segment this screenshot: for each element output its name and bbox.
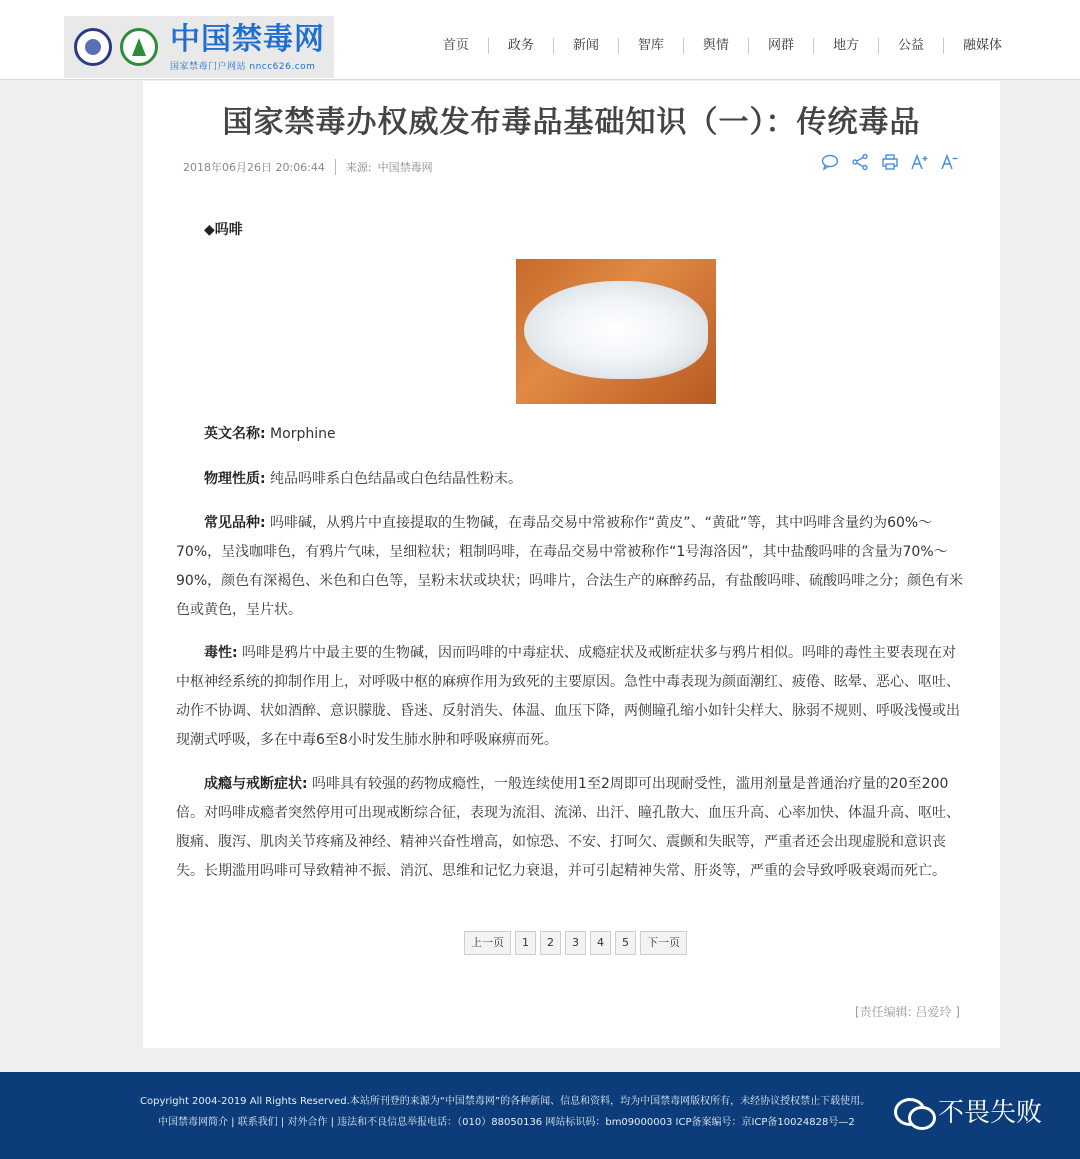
- addiction-paragraph: [176, 770, 966, 886]
- article-tools: [820, 153, 960, 173]
- english-name-label: 英文名称:: [204, 426, 266, 442]
- police-emblem-icon: [74, 28, 112, 66]
- nav-item-local[interactable]: 地方: [814, 38, 879, 54]
- prev-page-button[interactable]: 上一页: [464, 931, 511, 955]
- meta-divider: [335, 159, 336, 175]
- site-header: [0, 0, 1080, 80]
- logo-text: [170, 23, 325, 72]
- page-2-button[interactable]: 2: [540, 931, 561, 955]
- copyright-text: Copyright 2004-2019 All Rights Reserved.本站所刊登的来源为“中国禁毒网”的各种新闻、信息和资料，均为中国禁毒网版权所有，未经协议授权禁止下载使用。: [140, 1096, 871, 1107]
- nav-item-news[interactable]: 新闻: [554, 38, 619, 54]
- font-increase-icon[interactable]: [910, 153, 930, 173]
- comment-icon[interactable]: [820, 153, 840, 173]
- toxicity-paragraph: [176, 639, 966, 755]
- varieties-value: 吗啡碱，从鸦片中直接提取的生物碱，在毒品交易中常被称作“黄皮”、“黄砒”等，其中吗啡含量约为60%～70%，呈浅咖啡色，有鸦片气味，呈细粒状；粗制吗啡，在毒品交易中常被称作“1号海洛因”，其中盐酸吗啡的含量为70%～90%，颜色有深褐色、米色和白色等，呈粉末状或块状；吗啡片，合法生产的麻醉药品，有盐酸吗啡、硫酸吗啡之分；颜色有米色或黄色，呈片状。: [176, 515, 964, 618]
- english-name-value: Morphine: [265, 426, 336, 442]
- pagination: [464, 931, 687, 955]
- share-icon[interactable]: [850, 153, 870, 173]
- physical-label: 物理性质:: [204, 471, 266, 487]
- footer-links: 中国禁毒网简介 | 联系我们 | 对外合作 | 违法和不良信息举报电话：（010）88050136 网站标识码：bm09000003 ICP备案编号：京ICP备10024828号—2: [158, 1117, 855, 1128]
- next-page-button[interactable]: 下一页: [640, 931, 687, 955]
- article-card: [143, 81, 1000, 1048]
- print-icon[interactable]: [880, 153, 900, 173]
- addiction-label: 成瘾与戒断症状:: [204, 776, 308, 792]
- page-5-button[interactable]: 5: [615, 931, 636, 955]
- main-nav: [424, 38, 1002, 54]
- source-name[interactable]: 中国禁毒网: [377, 161, 433, 174]
- anti-drug-emblem-icon: [120, 28, 158, 66]
- nav-item-public-opinion[interactable]: 舆情: [684, 38, 749, 54]
- responsible-editor: [责任编辑: 吕爱玲 ]: [854, 1005, 960, 1019]
- logo-subtitle: 国家禁毒门户网站 nncc626.com: [170, 61, 316, 72]
- page-1-button[interactable]: 1: [515, 931, 536, 955]
- addiction-value: 吗啡具有较强的药物成瘾性，一般连续使用1至2周即可出现耐受性，滥用剂量是普通治疗量的20至200倍。对吗啡成瘾者突然停用可出现戒断综合征，表现为流泪、流涕、出汗、瞳孔散大、血压升高、心率加快、体温升高、呕吐、腹痛、腹泻、肌肉关节疼痛及神经、精神兴奋性增高，如惊恐、不安、打呵欠、震颤和失眠等，严重者还会出现虚脱和意识丧失。长期滥用吗啡可导致精神不振、消沉、思维和记忆力衰退，并可引起精神失常、肝炎等，严重的会导致呼吸衰竭而死亡。: [176, 776, 960, 879]
- page-4-button[interactable]: 4: [590, 931, 611, 955]
- toxicity-label: 毒性:: [204, 645, 238, 661]
- page-3-button[interactable]: 3: [565, 931, 586, 955]
- article-title: 国家禁毒办权威发布毒品基础知识（一）：传统毒品: [222, 105, 921, 140]
- section-heading: ◆吗啡: [204, 222, 243, 238]
- site-logo[interactable]: [64, 16, 334, 78]
- site-footer: [0, 1072, 1080, 1159]
- publish-date: 2018年06月26日 20:06:44: [183, 161, 325, 174]
- source-label: 来源:: [345, 161, 372, 174]
- article-meta: [183, 159, 433, 175]
- nav-item-media[interactable]: 融媒体: [962, 38, 1002, 53]
- logo-title: 中国禁毒网: [170, 21, 325, 57]
- nav-item-think-tank[interactable]: 智库: [619, 38, 684, 54]
- nav-item-home[interactable]: 首页: [424, 38, 489, 54]
- watermark-text: 不畏失败: [938, 1098, 1043, 1128]
- varieties-label: 常见品种:: [204, 515, 266, 531]
- physical-value: 纯品吗啡系白色结晶或白色结晶性粉末。: [265, 471, 523, 487]
- font-decrease-icon[interactable]: [940, 153, 960, 173]
- nav-item-government[interactable]: 政务: [489, 38, 554, 54]
- wechat-icon: [892, 1094, 934, 1128]
- varieties-paragraph: [176, 509, 966, 625]
- english-name-paragraph: [176, 420, 966, 449]
- toxicity-value: 吗啡是鸦片中最主要的生物碱，因而吗啡的中毒症状、成瘾症状及戒断症状多与鸦片相似。吗啡的毒性主要表现在对中枢神经系统的抑制作用上，对呼吸中枢的麻痹作用为致死的主要原因。急性中毒表现为颜面潮红、疲倦、眩晕、恶心、呕吐、动作不协调、状如酒醉、意识朦胧、昏迷、反射消失、体温、血压下降，两侧瞳孔缩小如针尖样大、脉弱不规则、呼吸浅慢或出现潮式呼吸，多在中毒6至8小时发生肺水肿和呼吸麻痹而死。: [176, 645, 960, 748]
- nav-item-network[interactable]: 网群: [749, 38, 814, 54]
- physical-property-paragraph: [176, 465, 966, 494]
- nav-item-charity[interactable]: 公益: [879, 38, 944, 54]
- morphine-photo: [516, 259, 716, 404]
- wechat-watermark: [892, 1092, 1042, 1129]
